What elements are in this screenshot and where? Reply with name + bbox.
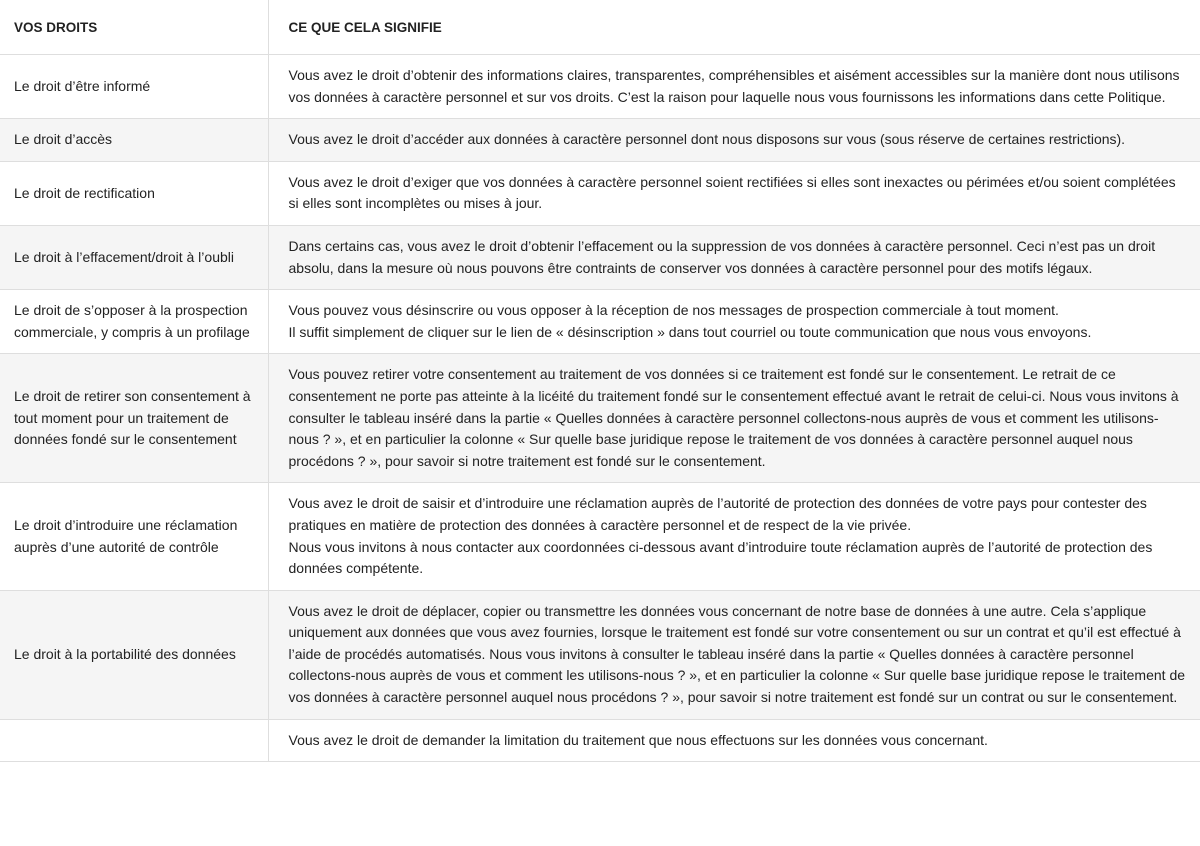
right-name-cell: Le droit d’accès [0, 119, 268, 162]
table-row [0, 161, 1200, 225]
right-name-cell: Le droit d’introduire une réclamation auprès d’une autorité de contrôle [0, 483, 268, 590]
right-name-cell: Le droit à la portabilité des données [0, 590, 268, 719]
description-text: Vous avez le droit de demander la limitation du traitement que nous effectuons sur les données vous concernant. [288, 731, 988, 748]
table-body [0, 55, 1200, 762]
right-name-cell: Le droit de rectification [0, 161, 268, 225]
table-row [0, 590, 1200, 719]
right-name-cell: Le droit à l’effacement/droit à l’oubli [0, 225, 268, 289]
description-text: Dans certains cas, vous avez le droit d’obtenir l’effacement ou la suppression de vos données à caractère personnel. Ceci n’est pas un droit absolu, dans la mesure où nous pouvons être contraints de conserver vos données à caractère personnel pour des motifs légaux. [288, 237, 1156, 276]
description-text: Vous avez le droit d’obtenir des informations claires, transparentes, compréhensibles et aisément accessibles sur la manière dont nous utilisons vos données à caractère personnel et sur vos droits. C’est la raison pour laquelle nous vous fournissons les informations dans cette Politique. [288, 67, 1180, 105]
right-name-cell: Le droit de retirer son consentement à tout moment pour un traitement de données fondé sur le consentement [0, 354, 268, 483]
right-description-cell [268, 55, 1200, 119]
description-text: Vous avez le droit de saisir et d’introduire une réclamation auprès de l’autorité de protection des données de votre pays pour contester des pratiques en matière de protection des données à caractère personnel et de respect de la vie privée. [288, 495, 1147, 533]
right-description-cell [268, 290, 1200, 354]
table-row [0, 290, 1200, 354]
header-rights: VOS DROITS [0, 0, 268, 55]
table-row [0, 119, 1200, 162]
description-text: Il suffit simplement de cliquer sur le lien de « désinscription » dans tout courriel ou toute communication que nous vous envoyons. [288, 323, 1092, 340]
right-description-cell [268, 483, 1200, 590]
table-row [0, 55, 1200, 119]
right-description-cell [268, 590, 1200, 719]
table-row [0, 483, 1200, 590]
description-text: Vous pouvez retirer votre consentement au traitement de vos données si ce traitement est fondé sur le consentement. Le retrait de ce consentement ne porte pas atteinte à la licéité du traitement fondé sur le consentement effectué avant le retrait de celui-ci. Nous vous invitons à consulter le tableau inséré dans la partie « Quelles données à caractère personnel collectons-nous auprès de vous et comment les utilisons-nous ? », et en particulier la colonne « Sur quelle base juridique repose le traitement de vos données à caractère personnel auquel nous procédons ? », pour savoir si notre traitement est fondé sur le consentement. [288, 366, 1179, 469]
header-meaning: CE QUE CELA SIGNIFIE [268, 0, 1200, 55]
right-description-cell [268, 161, 1200, 225]
description-text: Vous avez le droit d’accéder aux données à caractère personnel dont nous disposons sur vous (sous réserve de certaines restrictions). [288, 131, 1126, 148]
right-description-cell [268, 119, 1200, 162]
right-description-cell [268, 354, 1200, 483]
right-name-cell: Le droit d’être informé [0, 55, 268, 119]
description-text: Vous avez le droit d’exiger que vos données à caractère personnel soient rectifiées si elles sont inexactes ou périmées et/ou soient complétées si elles sont incomplètes ou mises à jour. [288, 173, 1176, 212]
description-text: Vous avez le droit de déplacer, copier ou transmettre les données vous concernant de notre base de données à une autre. Cela s’applique uniquement aux données que vous avez fournies, lorsque le traitement est fondé sur votre consentement ou sur un contrat et qu’il est effectué à l’aide de procédés automatisés. Nous vous invitons à consulter le tableau inséré dans la partie « Quelles données à caractère personnel collectons-nous auprès de vous et comment les utilisons-nous ? », et en particulier la colonne « Sur quelle base juridique repose le traitement de vos données à caractère personnel auquel nous procédons ? », pour savoir si notre traitement est fondé sur un contrat ou sur le consentement. [288, 602, 1186, 706]
right-name-cell: Le droit de s’opposer à la prospection commerciale, y compris à un profilage [0, 290, 268, 354]
description-text: Vous pouvez vous désinscrire ou vous opposer à la réception de nos messages de prospection commerciale à tout moment. [288, 302, 1059, 319]
right-name-cell [0, 719, 268, 762]
table-row [0, 354, 1200, 483]
table-row [0, 225, 1200, 289]
right-description-cell [268, 719, 1200, 762]
table-row [0, 719, 1200, 762]
right-description-cell [268, 225, 1200, 289]
table-header-row [0, 0, 1200, 55]
description-text: Nous vous invitons à nous contacter aux coordonnées ci-dessous avant d’introduire toute réclamation auprès de l’autorité de protection des données compétente. [288, 538, 1153, 577]
